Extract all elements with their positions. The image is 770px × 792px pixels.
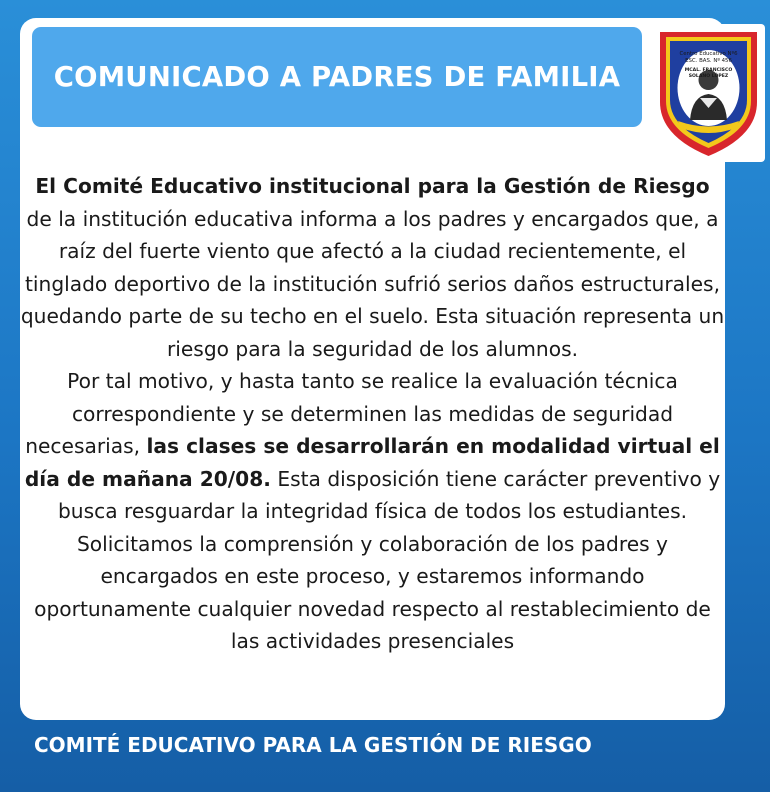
message-body [20,170,725,658]
paragraph-2 [20,365,725,528]
paragraph-1-text: de la institución educativa informa a los padres y encargados que, a raíz del fuerte viento que afectó a la ciudad recientemente, el tinglado deportivo de la institución sufrió serios daños estructurales, quedando parte de su techo en el suelo. Esta situación representa un riesgo para la seguridad de los alumnos. [20,206,725,361]
logo-text-2: ESC. BAS. Nº 456 [685,58,732,64]
school-logo [652,24,765,162]
footer-signature: COMITÉ EDUCATIVO PARA LA GESTIÓN DE RIESGO [34,733,592,757]
title-banner [32,27,642,127]
school-crest-icon [652,24,765,162]
paragraph-3: Solicitamos la comprensión y colaboración de los padres y encargados en este proceso, y estaremos informando oportunamente cualquier novedad respecto al restablecimiento de las actividades presenciales [34,531,711,653]
logo-text-1: Centro Educativo Nº6 [679,51,738,57]
logo-text-3: MCAL. FRANCISCO [684,68,733,73]
committee-name: El Comité Educativo institucional para la Gestión de Riesgo [35,174,710,198]
paragraph-2-start: Por tal motivo, y hasta tanto se realice la evaluación técnica correspondiente y se determinen las medidas de seguridad necesarias, [25,369,678,458]
virtual-classes-notice: las clases se desarrollarán en modalidad virtual el día de mañana 20/08. [24,434,720,491]
paragraph-2-end: Esta disposición tiene carácter preventivo y busca resguardar la integridad física de todos los estudiantes. [57,466,721,523]
logo-text-4: SOLANO LÓPEZ [688,74,729,79]
paragraph-1 [20,170,725,365]
page-title: COMUNICADO A PADRES DE FAMILIA [53,61,621,93]
